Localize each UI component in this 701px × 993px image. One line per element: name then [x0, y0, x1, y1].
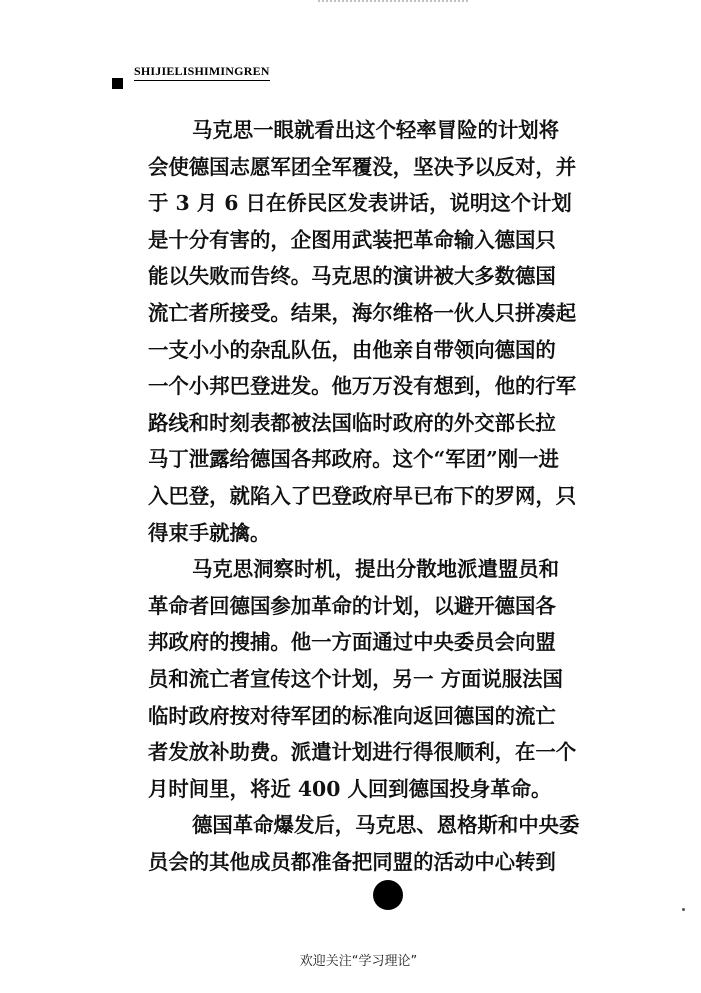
text-line: 得束手就擒。 [148, 520, 271, 545]
body-text [148, 112, 648, 880]
text-line: 员和流亡者宣传这个计划，另一 方面说服法国 [148, 666, 563, 691]
text-line: 德国革命爆发后，马克思、恩格斯和中央委 [192, 813, 580, 838]
scan-artifact [682, 908, 685, 911]
text-line: 于 3 月 6 日在侨民区发表讲话，说明这个计划 [148, 191, 572, 216]
text-line: 马克思洞察时机，提出分散地派遣盟员和 [192, 557, 560, 582]
text-line: 者发放补助费。派遣计划进行得很顺利，在一个 [148, 740, 577, 765]
text-line: 路线和时刻表都被法国临时政府的外交部长拉 [148, 410, 556, 435]
text-line: 能以失败而告终。马克思的演讲被大多数德国 [148, 264, 556, 289]
text-line: 革命者回德国参加革命的计划，以避开德国各 [148, 593, 556, 618]
footer [0, 950, 701, 969]
text-line: 入巴登，就陷入了巴登政府早已布下的罗网，只 [148, 483, 577, 508]
running-header [112, 64, 332, 94]
text-line: 会使德国志愿军团全军覆没，坚决予以反对，并 [148, 154, 577, 179]
text-line: 马丁泄露给德国各邦政府。这个“军团”刚一进 [148, 447, 559, 472]
text-line: 临时政府按对待军团的标准向返回德国的流亡 [148, 703, 556, 728]
scan-artifact [318, 0, 468, 6]
text-line: 流亡者所接受。结果，海尔维格一伙人只拼凑起 [148, 300, 577, 325]
text-line: 员会的其他成员都准备把同盟的活动中心转到 [148, 849, 556, 874]
text-line: 一支小小的杂乱队伍，由他亲自带领向德国的 [148, 337, 556, 362]
paragraph-2 [148, 551, 648, 807]
paragraph-1 [148, 112, 648, 551]
text-line: 一个小邦巴登进发。他万万没有想到，他的行军 [148, 374, 577, 399]
text-line: 邦政府的搜捕。他一方面通过中央委员会向盟 [148, 630, 556, 655]
header-square-marker [112, 78, 123, 89]
paragraph-3 [148, 807, 648, 880]
running-title: SHIJIELISHIMINGREN [134, 64, 270, 81]
text-line: 是十分有害的，企图用武装把革命输入德国只 [148, 227, 556, 252]
text-line: 马克思一眼就看出这个轻率冒险的计划将 [192, 118, 560, 142]
page-number-dot [373, 880, 403, 910]
text-line: 月时间里，将近 400 人回到德国投身革命。 [148, 776, 552, 801]
footer-text: 欢迎关注“学习理论” [299, 954, 418, 969]
